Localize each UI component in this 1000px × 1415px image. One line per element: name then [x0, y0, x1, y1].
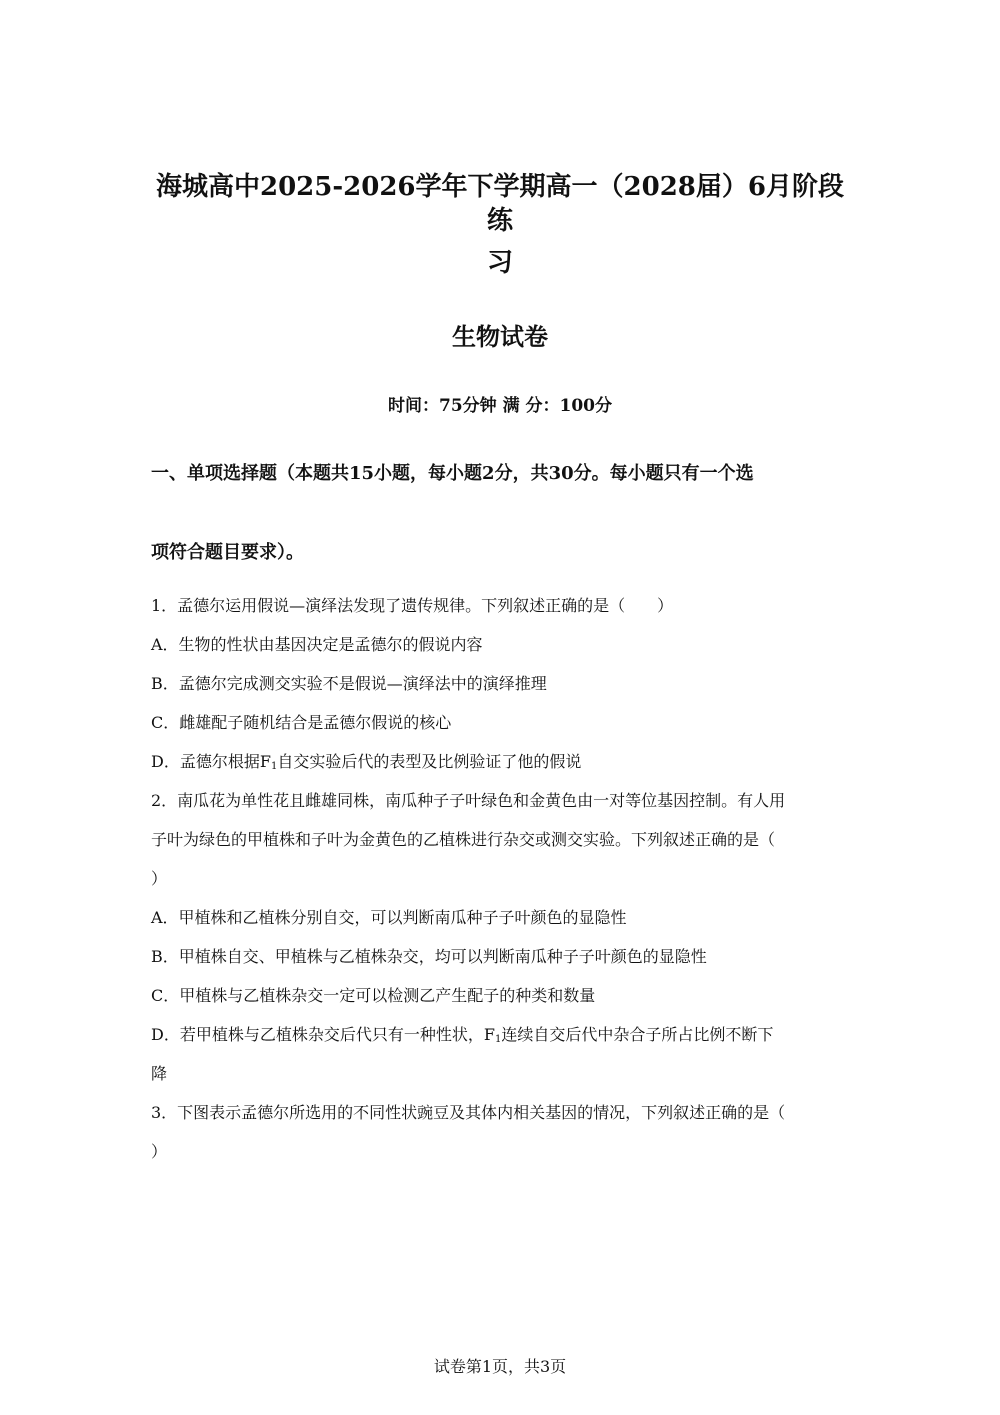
- section-heading-line1: 一、单项选择题（本题共15小题，每小题2分，共30分。每小题只有一个选: [151, 463, 754, 484]
- section-heading-line2: 项符合题目要求）。: [151, 542, 304, 563]
- question-1-option-a: A．生物的性状由基因决定是孟德尔的假说内容: [151, 635, 483, 654]
- question-2-option-d-text: D．若甲植株与乙植株杂交后代只有一种性状，F: [151, 1025, 495, 1044]
- question-1-option-d: [151, 751, 851, 773]
- question-2-option-c: C．甲植株与乙植株杂交一定可以检测乙产生配子的种类和数量: [151, 986, 596, 1005]
- question-1-stem: 1．孟德尔运用假说—演绎法发现了遗传规律。下列叙述正确的是（ ）: [151, 596, 674, 615]
- question-3-stem-line2: ）: [151, 1142, 168, 1161]
- question-1-option-c: C．雌雄配子随机结合是孟德尔假说的核心: [151, 713, 452, 732]
- question-3-stem-line1: 3．下图表示孟德尔所选用的不同性状豌豆及其体内相关基因的情况，下列叙述正确的是（: [151, 1103, 786, 1122]
- exam-time-and-score: 时间：75分钟 满 分：100分: [388, 396, 612, 416]
- question-2-stem-line2: 子叶为绿色的甲植株和子叶为金黄色的乙植株进行杂交或测交实验。下列叙述正确的是（: [151, 830, 776, 849]
- question-1-option-d-text: D．孟德尔根据F: [151, 752, 271, 771]
- exam-title-line2: 习: [486, 248, 513, 278]
- question-2-stem-line3: ）: [151, 869, 168, 888]
- subscript-1: 1: [494, 1034, 502, 1045]
- question-2-option-d-rest: 连续自交后代中杂合子所占比例不断下: [501, 1025, 774, 1044]
- question-2-option-d-line2: 降: [151, 1064, 168, 1083]
- question-2-option-d: [151, 1024, 851, 1046]
- question-1-option-d-rest: 自交实验后代的表型及比例验证了他的假说: [277, 752, 582, 771]
- question-1-option-b: B．孟德尔完成测交实验不是假说—演绎法中的演绎推理: [151, 674, 547, 693]
- exam-title-line1: 海城高中2025-2026学年下学期高一（2028届）6月阶段练: [156, 172, 844, 236]
- question-2-option-b: B．甲植株自交、甲植株与乙植株杂交，均可以判断南瓜种子子叶颜色的显隐性: [151, 947, 707, 966]
- question-2-option-a: A．甲植株和乙植株分别自交，可以判断南瓜种子子叶颜色的显隐性: [151, 908, 627, 927]
- exam-subject: 生物试卷: [452, 322, 548, 351]
- subscript-1: 1: [270, 761, 278, 772]
- page-footer: 试卷第1页，共3页: [433, 1357, 567, 1376]
- question-2-stem-line1: 2．南瓜花为单性花且雌雄同株，南瓜种子子叶绿色和金黄色由一对等位基因控制。有人用: [151, 791, 786, 810]
